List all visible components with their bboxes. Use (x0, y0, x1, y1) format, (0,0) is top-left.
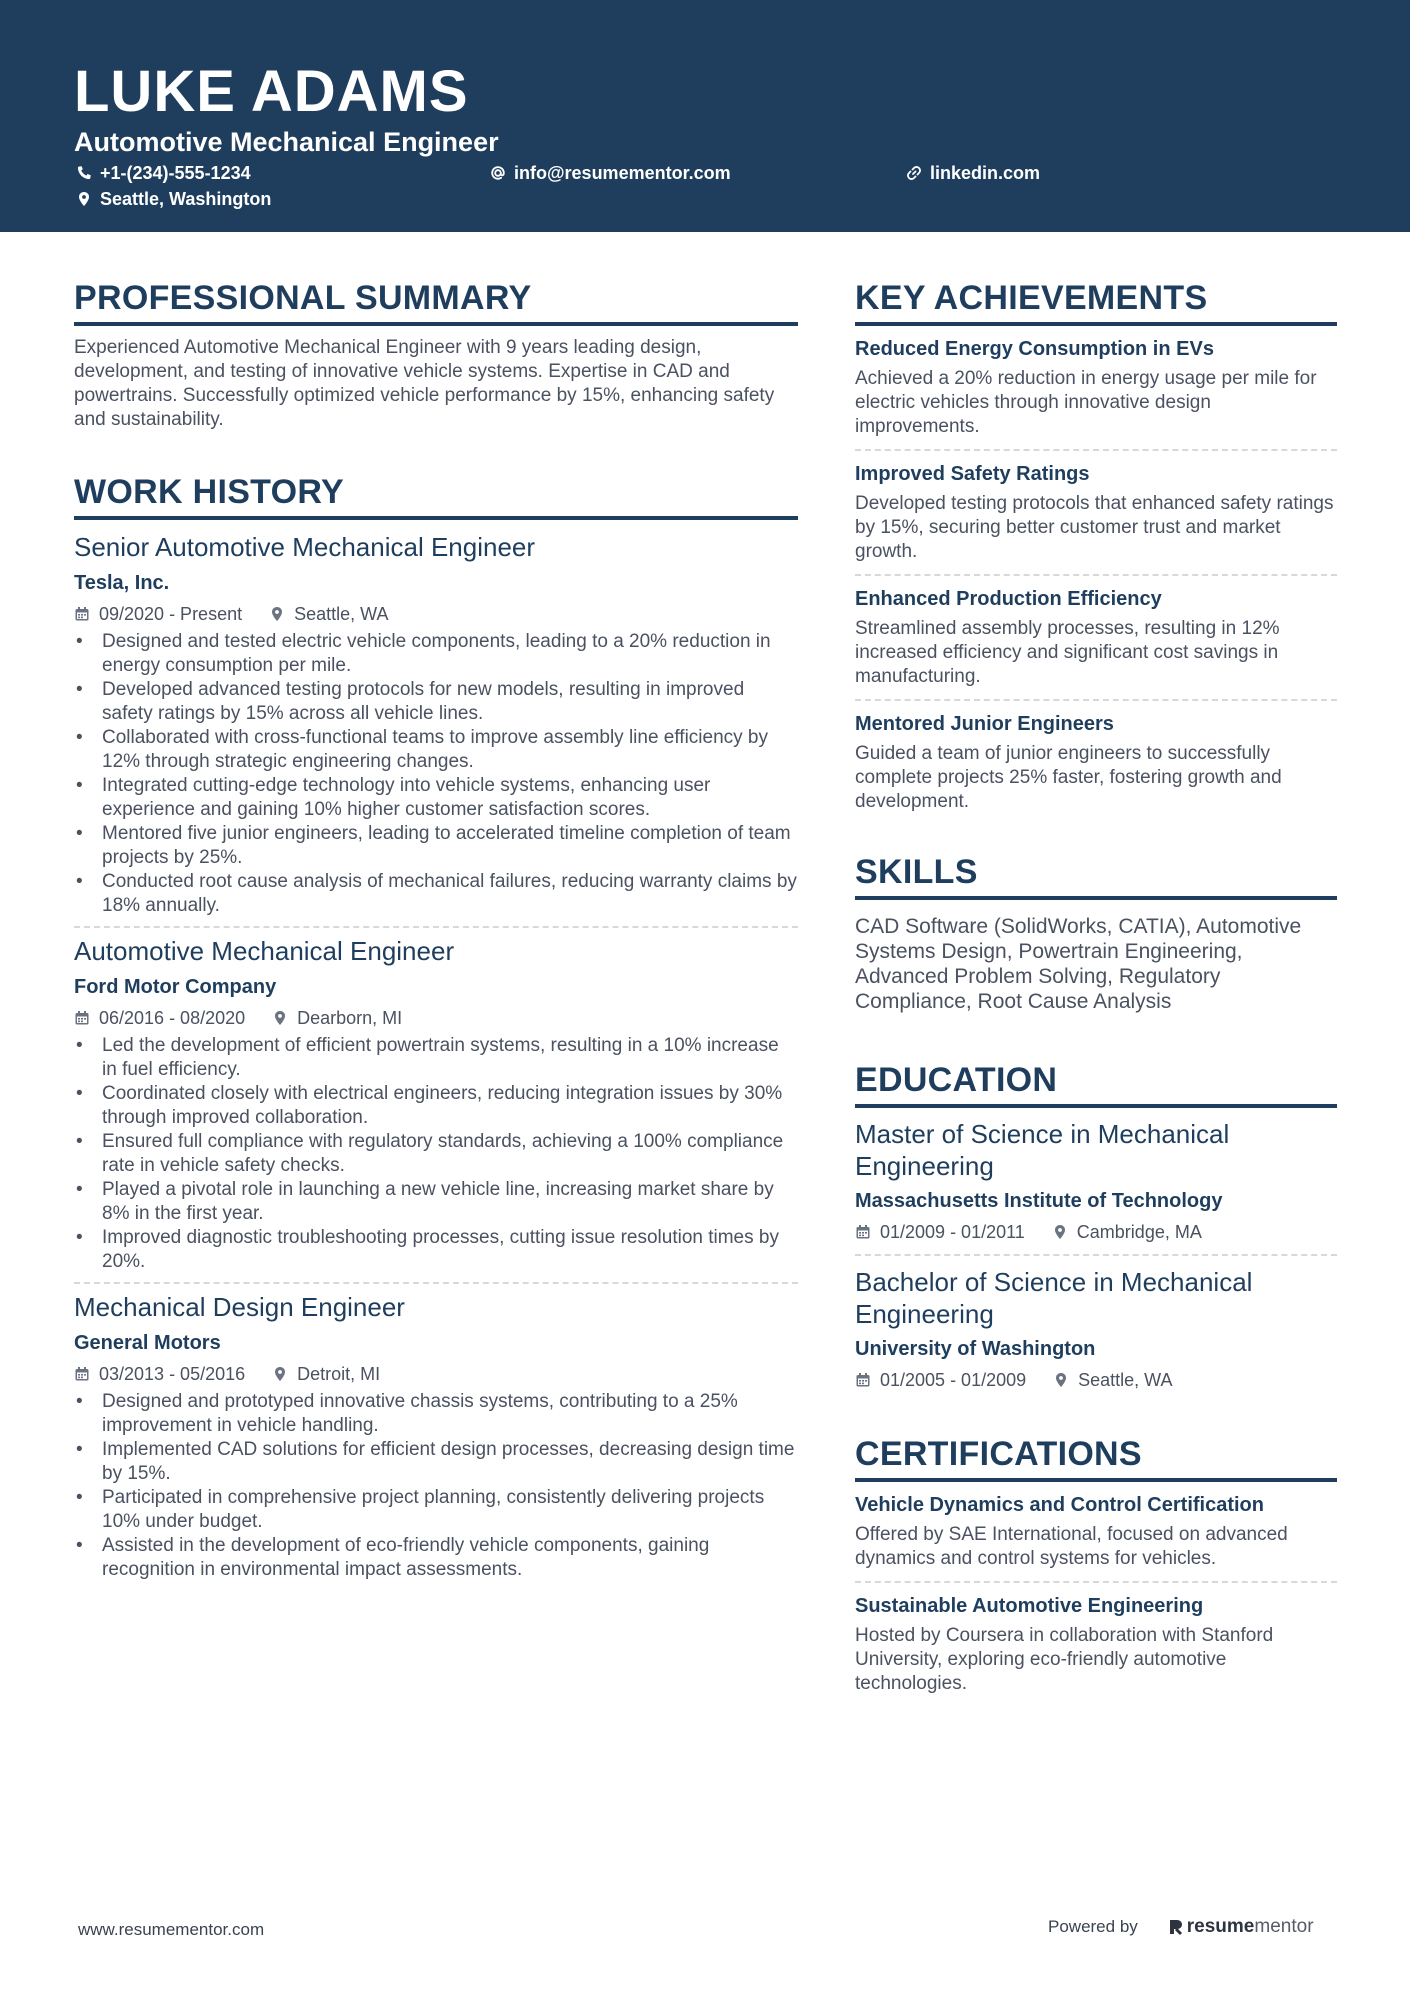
right-column (855, 276, 1337, 1696)
education-heading: EDUCATION (855, 1058, 1337, 1108)
email-link[interactable]: info@resumementor.com (514, 163, 731, 183)
contact-linkedin[interactable] (906, 162, 1040, 184)
list-item: • Implemented CAD solutions for efficient design processes, decreasing design time by 15%. (74, 1438, 798, 1486)
contact-phone (76, 162, 251, 184)
list-item: • Coordinated closely with electrical engineers, reducing integration issues by 30% through improved collaboration. (74, 1082, 798, 1130)
achievement-desc: Achieved a 20% reduction in energy usage per mile for electric vehicles through innovative design improvements. (855, 368, 1317, 437)
map-pin-icon (1053, 1372, 1069, 1388)
job-location (269, 602, 388, 626)
list-item: • Developed advanced testing protocols for new models, resulting in improved safety ratings by 15% across all vehicle lines. (74, 678, 798, 726)
footer-website[interactable]: www.resumementor.com (78, 1920, 265, 1939)
divider (855, 1254, 1337, 1256)
list-item: • Designed and prototyped innovative chassis systems, contributing to a 25% improvement in vehicle handling. (74, 1390, 798, 1438)
map-pin-icon (272, 1010, 288, 1026)
job-entry (74, 1290, 798, 1582)
brand-bold: resume (1186, 1916, 1255, 1937)
achievement-title: Reduced Energy Consumption in EVs (855, 338, 1214, 360)
linkedin-link[interactable]: linkedin.com (930, 163, 1041, 183)
summary-text: Experienced Automotive Mechanical Engineer with 9 years leading design, development, and testing of innovative vehicle systems. Expertise in CAD and powertrains. Successfully optimized vehicle performance by 15%, enhancing safety and sustainability. (74, 337, 775, 430)
edu-dates: 01/2009 - 01/2011 (880, 1222, 1025, 1242)
list-item: • Collaborated with cross-functional teams to improve assembly line efficiency by 12% through strategic engineering changes. (74, 726, 798, 774)
brand-logo[interactable] (1168, 1916, 1314, 1938)
calendar-icon (855, 1372, 871, 1388)
job-location-text: Seattle, WA (294, 604, 389, 624)
achievement-desc: Streamlined assembly processes, resulting in 12% increased efficiency and significant cost savings in manufacturing. (855, 618, 1280, 687)
list-item: • Conducted root cause analysis of mechanical failures, reducing warranty claims by 18% annually. (74, 870, 798, 918)
divider (855, 574, 1337, 576)
left-column (74, 276, 798, 1582)
location-text: Seattle, Washington (100, 189, 272, 209)
list-item: • Played a pivotal role in launching a new vehicle line, increasing market share by 8% in the first year. (74, 1178, 798, 1226)
list-item: • Improved diagnostic troubleshooting processes, cutting issue resolution times by 20%. (74, 1226, 798, 1274)
job-bullets (74, 630, 798, 918)
phone-icon (76, 165, 92, 181)
resumementor-logo-icon (1168, 1918, 1184, 1936)
list-item: • Participated in comprehensive project planning, consistently delivering projects 10% under budget. (74, 1486, 798, 1534)
skills-heading: SKILLS (855, 850, 1337, 900)
job-location-text: Detroit, MI (297, 1364, 381, 1384)
at-icon (490, 165, 506, 181)
calendar-icon (74, 1010, 90, 1026)
calendar-icon (74, 1366, 90, 1382)
map-pin-icon (272, 1366, 288, 1382)
achievement-desc: Developed testing protocols that enhanced safety ratings by 15%, securing better customer trust and market growth. (855, 493, 1334, 562)
candidate-title: Automotive Mechanical Engineer (74, 127, 499, 157)
powered-by-label: Powered by (1048, 1917, 1138, 1936)
skills-text: CAD Software (SolidWorks, CATIA), Automotive Systems Design, Powertrain Engineering, Advanced Problem Solving, Regulatory Compliance, Root Cause Analysis (855, 915, 1302, 1013)
company-name: Tesla, Inc. (74, 572, 170, 594)
list-item: • Led the development of efficient powertrain systems, resulting in a 10% increase in fuel efficiency. (74, 1034, 798, 1082)
job-meta (74, 602, 798, 626)
edu-location-text: Cambridge, MA (1076, 1222, 1202, 1242)
work-history-heading: WORK HISTORY (74, 470, 798, 520)
edu-dates: 01/2005 - 01/2009 (880, 1370, 1027, 1390)
job-dates: 06/2016 - 08/2020 (99, 1008, 246, 1028)
certification-title: Sustainable Automotive Engineering (855, 1595, 1204, 1617)
company-name: Ford Motor Company (74, 976, 277, 998)
list-item: • Assisted in the development of eco-friendly vehicle components, gaining recognition in environmental impact assessments. (74, 1534, 798, 1582)
job-bullets (74, 1034, 798, 1274)
certification-item (855, 1593, 1337, 1696)
achievement-item (855, 461, 1337, 564)
brand-light: mentor (1254, 1916, 1314, 1937)
map-pin-icon (1052, 1224, 1068, 1240)
job-dates: 03/2013 - 05/2016 (99, 1364, 246, 1384)
company-name: General Motors (74, 1332, 221, 1354)
job-title: Mechanical Design Engineer (74, 1292, 405, 1322)
achievement-item (855, 336, 1337, 439)
achievement-item (855, 586, 1337, 689)
job-meta (74, 1362, 798, 1386)
edu-meta (855, 1220, 1337, 1244)
achievement-title: Mentored Junior Engineers (855, 713, 1114, 735)
resume-header (0, 0, 1410, 232)
footer-powered-by (1048, 1916, 1314, 1938)
job-bullets (74, 1390, 798, 1582)
job-title: Senior Automotive Mechanical Engineer (74, 532, 536, 562)
contact-location (76, 188, 271, 210)
divider (855, 699, 1337, 701)
contact-email[interactable] (490, 162, 731, 184)
certification-item (855, 1492, 1337, 1571)
achievement-desc: Guided a team of junior engineers to successfully complete projects 25% faster, fostering growth and development. (855, 743, 1282, 812)
certification-desc: Hosted by Coursera in collaboration with Stanford University, exploring eco-friendly automotive technologies. (855, 1625, 1274, 1694)
job-entry (74, 530, 798, 918)
summary-heading: PROFESSIONAL SUMMARY (74, 276, 798, 326)
calendar-icon (855, 1224, 871, 1240)
edu-degree: Master of Science in Mechanical Engineering (855, 1119, 1230, 1181)
achievement-title: Improved Safety Ratings (855, 463, 1090, 485)
calendar-icon (74, 606, 90, 622)
achievement-title: Enhanced Production Efficiency (855, 588, 1162, 610)
edu-location (1053, 1368, 1172, 1392)
job-dates: 09/2020 - Present (99, 604, 243, 624)
edu-meta (855, 1368, 1337, 1392)
edu-location (1052, 1220, 1202, 1244)
edu-location-text: Seattle, WA (1078, 1370, 1173, 1390)
map-pin-icon (269, 606, 285, 622)
edu-school: University of Washington (855, 1338, 1096, 1360)
list-item: • Mentored five junior engineers, leading to accelerated timeline completion of team projects by 25%. (74, 822, 798, 870)
divider (74, 926, 798, 928)
link-icon (906, 165, 922, 181)
job-title: Automotive Mechanical Engineer (74, 936, 455, 966)
list-item: • Integrated cutting-edge technology into vehicle systems, enhancing user experience and gaining 10% higher customer satisfaction scores. (74, 774, 798, 822)
map-pin-icon (76, 191, 92, 207)
edu-degree: Bachelor of Science in Mechanical Engineering (855, 1267, 1253, 1329)
list-item: • Designed and tested electric vehicle components, leading to a 20% reduction in energy consumption per mile. (74, 630, 798, 678)
education-item (855, 1266, 1337, 1392)
certification-desc: Offered by SAE International, focused on advanced dynamics and control systems for vehicles. (855, 1524, 1288, 1569)
certifications-heading: CERTIFICATIONS (855, 1432, 1337, 1482)
certification-title: Vehicle Dynamics and Control Certification (855, 1494, 1264, 1516)
achievement-item (855, 711, 1337, 814)
job-location (272, 1006, 402, 1030)
phone-text: +1-(234)-555-1234 (100, 163, 251, 183)
edu-school: Massachusetts Institute of Technology (855, 1190, 1223, 1212)
candidate-name: LUKE ADAMS (74, 59, 469, 124)
list-item: • Ensured full compliance with regulatory standards, achieving a 100% compliance rate in vehicle safety checks. (74, 1130, 798, 1178)
divider (855, 449, 1337, 451)
divider (74, 1282, 798, 1284)
achievements-heading: KEY ACHIEVEMENTS (855, 276, 1337, 326)
job-location-text: Dearborn, MI (297, 1008, 403, 1028)
job-location (272, 1362, 380, 1386)
divider (855, 1581, 1337, 1583)
education-item (855, 1118, 1337, 1244)
job-entry (74, 934, 798, 1274)
job-meta (74, 1006, 798, 1030)
